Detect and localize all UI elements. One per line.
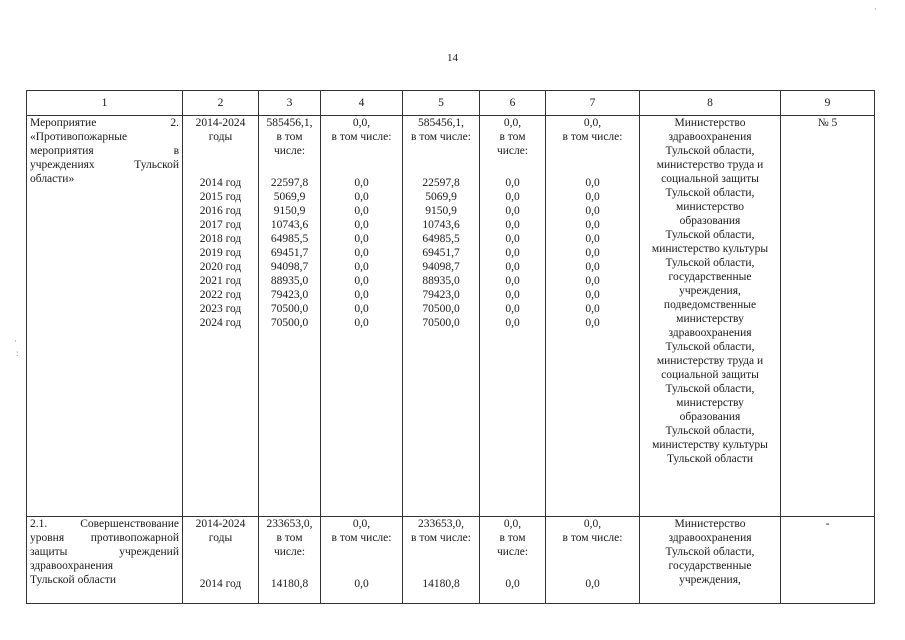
description-word: 2.1. xyxy=(30,518,48,530)
funding-cell-col4 xyxy=(321,517,403,604)
funding-total-text: в том числе: xyxy=(331,532,392,544)
funding-year-value: 0,0 xyxy=(505,219,520,231)
organization-line: учреждения, xyxy=(679,574,741,586)
funding-year-value: 0,0 xyxy=(354,289,369,301)
funding-year-value: 64985,5 xyxy=(422,233,460,245)
description-word: Тульской xyxy=(134,159,179,171)
funding-year-value: 70500,0 xyxy=(422,317,460,329)
spacer xyxy=(324,144,399,158)
funding-year-value: 0,0 xyxy=(585,578,600,590)
funding-year-value: 79423,0 xyxy=(422,289,460,301)
organization-line: министерство культуры xyxy=(651,243,769,255)
funding-year-value: 0,0 xyxy=(354,247,369,259)
column-header: 5 xyxy=(403,91,480,116)
funding-year-value: 0,0 xyxy=(354,578,369,590)
funding-cell-col5 xyxy=(403,116,480,517)
period-text: годы xyxy=(208,131,233,143)
responsible-organizations-cell xyxy=(640,116,781,517)
description-word: уровня xyxy=(30,532,65,544)
organization-line: подведомственные xyxy=(663,299,757,311)
funding-year-value: 0,0 xyxy=(505,317,520,329)
funding-year-value: 94098,7 xyxy=(422,261,460,273)
activity-description-cell xyxy=(27,517,183,604)
funding-total-text: 585456,1, xyxy=(266,117,313,129)
description-line xyxy=(30,144,179,158)
funding-year-value: 5069,9 xyxy=(273,191,306,203)
funding-total-text: в том xyxy=(499,131,526,143)
funding-year-value: 9150,9 xyxy=(273,205,306,217)
funding-total-text: в том числе: xyxy=(411,532,471,544)
description-word: в xyxy=(173,145,179,157)
description-word: области» xyxy=(30,173,75,185)
year-label: 2016 год xyxy=(199,205,242,217)
description-line xyxy=(30,172,179,186)
funding-cell-col3 xyxy=(259,517,321,604)
funding-year-value: 0,0 xyxy=(585,191,600,203)
funding-year-value: 64985,5 xyxy=(270,233,309,245)
column-header: 9 xyxy=(781,91,875,116)
year-label: 2018 год xyxy=(199,233,242,245)
funding-year-value: 0,0 xyxy=(585,289,600,301)
spacer xyxy=(186,559,255,577)
organization-line: Тульской области, xyxy=(665,229,755,241)
description-line xyxy=(30,517,179,531)
description-line xyxy=(30,130,179,144)
description-line xyxy=(30,158,179,172)
description-word: защиты xyxy=(30,546,68,558)
funding-year-value: 10743,6 xyxy=(422,219,460,231)
year-label: 2021 год xyxy=(199,275,242,287)
description-word: Совершенствование xyxy=(80,518,179,530)
scan-artifact-mark: : xyxy=(16,348,19,358)
year-label: 2014 год xyxy=(199,177,242,189)
period-text: 2014-2024 xyxy=(195,117,246,129)
funding-year-value: 0,0 xyxy=(585,275,600,287)
funding-year-value: 0,0 xyxy=(354,303,369,315)
funding-total-text: 585456,1, xyxy=(418,117,464,129)
organization-line: образования xyxy=(679,411,741,423)
funding-year-value: 0,0 xyxy=(585,303,600,315)
program-table xyxy=(26,90,875,604)
organization-line: министерство труда и xyxy=(656,159,764,171)
funding-year-value: 0,0 xyxy=(585,219,600,231)
description-line xyxy=(30,559,179,573)
period-text: 2014-2024 xyxy=(195,518,246,530)
organization-line: министерству культуры xyxy=(652,439,768,451)
funding-total-text: 233653,0, xyxy=(266,518,313,530)
funding-cell-col4 xyxy=(321,116,403,517)
funding-cell-col6 xyxy=(480,116,546,517)
funding-year-value: 14180,8 xyxy=(422,578,460,590)
funding-year-value: 0,0 xyxy=(585,177,600,189)
funding-year-value: 88935,0 xyxy=(422,275,460,287)
spacer xyxy=(324,559,399,577)
organization-line: Министерство xyxy=(674,117,746,129)
funding-year-value: 0,0 xyxy=(585,205,600,217)
funding-total-text: в том числе: xyxy=(562,532,623,544)
spacer xyxy=(186,144,255,158)
organization-line: министерству труда и xyxy=(656,355,764,367)
funding-total-text: в том числе: xyxy=(411,131,471,143)
indicator-cell xyxy=(781,116,875,517)
table-row xyxy=(27,517,875,604)
indicator-cell xyxy=(781,517,875,604)
funding-total-text: в том числе: xyxy=(331,131,392,143)
funding-year-value: 0,0 xyxy=(505,578,520,590)
spacer xyxy=(262,158,317,176)
funding-year-value: 69451,7 xyxy=(270,247,309,259)
funding-total-text: 0,0, xyxy=(352,518,371,530)
description-word: противопожарной xyxy=(90,532,179,544)
description-word: здравоохранения xyxy=(30,560,114,572)
funding-year-value: 70500,0 xyxy=(270,317,309,329)
funding-total-text: 233653,0, xyxy=(418,518,464,530)
funding-total-text: числе: xyxy=(273,546,306,558)
organization-line: социальной защиты xyxy=(661,173,759,185)
column-header: 8 xyxy=(640,91,781,116)
spacer xyxy=(406,158,476,176)
funding-cell-col7 xyxy=(546,517,640,604)
year-label: 2014 год xyxy=(199,578,242,590)
funding-year-value: 0,0 xyxy=(505,247,520,259)
period-cell xyxy=(183,116,259,517)
funding-total-text: 0,0, xyxy=(503,518,522,530)
funding-year-value: 0,0 xyxy=(505,233,520,245)
organization-line: министерству xyxy=(676,397,744,409)
funding-total-text: числе: xyxy=(496,145,529,157)
column-header: 2 xyxy=(183,91,259,116)
funding-year-value: 0,0 xyxy=(354,317,369,329)
organization-line: Тульской области, xyxy=(665,546,755,558)
funding-total-text: 0,0, xyxy=(503,117,522,129)
spacer xyxy=(483,158,542,176)
funding-year-value: 0,0 xyxy=(354,233,369,245)
funding-total-text: числе: xyxy=(273,145,306,157)
funding-cell-col3 xyxy=(259,116,321,517)
description-word: 2. xyxy=(170,117,179,129)
year-label: 2019 год xyxy=(199,247,242,259)
organization-line: государственные xyxy=(668,560,752,572)
organization-line: Тульской области, xyxy=(665,383,755,395)
funding-year-value: 0,0 xyxy=(505,261,520,273)
funding-year-value: 0,0 xyxy=(505,275,520,287)
description-word: «Противопожарные xyxy=(30,131,128,143)
year-label: 2024 год xyxy=(199,317,242,329)
organization-line: Министерство xyxy=(674,518,746,530)
spacer xyxy=(549,144,636,158)
page-number: 14 xyxy=(447,52,458,64)
spacer xyxy=(186,545,255,559)
funding-year-value: 0,0 xyxy=(585,233,600,245)
funding-year-value: 22597,8 xyxy=(422,177,460,189)
organization-line: Тульской области, xyxy=(665,425,755,437)
organization-line: Тульской области, xyxy=(665,341,755,353)
organization-line: учреждения, xyxy=(679,285,741,297)
funding-year-value: 0,0 xyxy=(505,191,520,203)
spacer xyxy=(186,158,255,176)
funding-year-value: 5069,9 xyxy=(425,191,457,203)
period-cell xyxy=(183,517,259,604)
spacer xyxy=(549,559,636,577)
column-header: 4 xyxy=(321,91,403,116)
spacer xyxy=(406,545,476,559)
funding-total-text: в том числе: xyxy=(562,131,623,143)
funding-year-value: 69451,7 xyxy=(422,247,460,259)
funding-year-value: 0,0 xyxy=(354,205,369,217)
funding-cell-col6 xyxy=(480,517,546,604)
period-text: годы xyxy=(208,532,233,544)
description-line xyxy=(30,531,179,545)
funding-year-value: 0,0 xyxy=(354,219,369,231)
funding-year-value: 10743,6 xyxy=(270,219,309,231)
organization-line: социальной защиты xyxy=(661,369,759,381)
scan-artifact-mark: · xyxy=(14,336,17,346)
spacer xyxy=(262,559,317,577)
column-header: 7 xyxy=(546,91,640,116)
funding-year-value: 0,0 xyxy=(354,275,369,287)
funding-year-value: 0,0 xyxy=(585,247,600,259)
description-word: учреждениях xyxy=(30,159,95,171)
table-row xyxy=(27,116,875,517)
organization-line: здравоохранения xyxy=(668,131,752,143)
funding-year-value: 0,0 xyxy=(585,261,600,273)
spacer xyxy=(549,545,636,559)
scan-artifact-mark: · xyxy=(874,4,877,14)
funding-cell-col7 xyxy=(546,116,640,517)
funding-year-value: 0,0 xyxy=(585,317,600,329)
organization-line: Тульской области, xyxy=(665,187,755,199)
funding-total-text: 0,0, xyxy=(583,117,602,129)
funding-year-value: 22597,8 xyxy=(270,177,309,189)
funding-year-value: 0,0 xyxy=(505,177,520,189)
organization-line: министерству xyxy=(676,313,744,325)
funding-year-value: 0,0 xyxy=(354,177,369,189)
spacer xyxy=(406,144,476,158)
description-word: мероприятия xyxy=(30,145,94,157)
year-label: 2023 год xyxy=(199,303,242,315)
funding-year-value: 0,0 xyxy=(505,289,520,301)
spacer xyxy=(406,559,476,577)
spacer xyxy=(324,545,399,559)
funding-total-text: 0,0, xyxy=(352,117,371,129)
indicator-value: - xyxy=(825,518,830,530)
funding-year-value: 14180,8 xyxy=(270,578,309,590)
column-header: 3 xyxy=(259,91,321,116)
column-header: 1 xyxy=(27,91,183,116)
spacer xyxy=(483,559,542,577)
year-label: 2015 год xyxy=(199,191,242,203)
table-header-row xyxy=(27,91,875,116)
organization-line: Тульской области, xyxy=(665,145,755,157)
organization-line: Тульской области, xyxy=(665,257,755,269)
column-header: 6 xyxy=(480,91,546,116)
organization-line: министерство xyxy=(676,201,744,213)
organization-line: здравоохранения xyxy=(668,532,752,544)
funding-total-text: числе: xyxy=(496,546,529,558)
funding-total-text: в том xyxy=(276,532,303,544)
funding-year-value: 0,0 xyxy=(505,205,520,217)
description-line xyxy=(30,116,179,130)
year-label: 2022 год xyxy=(199,289,242,301)
year-label: 2017 год xyxy=(199,219,242,231)
description-word: Мероприятие xyxy=(30,117,97,129)
funding-year-value: 0,0 xyxy=(354,261,369,273)
spacer xyxy=(549,158,636,176)
organization-line: Тульской области xyxy=(666,453,753,465)
funding-year-value: 94098,7 xyxy=(270,261,309,273)
description-line xyxy=(30,545,179,559)
activity-description-cell xyxy=(27,116,183,517)
description-line xyxy=(30,573,179,587)
funding-year-value: 9150,9 xyxy=(425,205,457,217)
funding-year-value: 79423,0 xyxy=(270,289,309,301)
funding-total-text: в том xyxy=(499,532,526,544)
funding-total-text: 0,0, xyxy=(583,518,602,530)
description-word: учреждений xyxy=(119,546,179,558)
organization-line: здравоохранения xyxy=(668,327,752,339)
funding-cell-col5 xyxy=(403,517,480,604)
funding-year-value: 70500,0 xyxy=(270,303,309,315)
description-word: Тульской области xyxy=(30,574,117,586)
funding-year-value: 88935,0 xyxy=(270,275,309,287)
indicator-value: № 5 xyxy=(817,117,838,129)
funding-total-text: в том xyxy=(276,131,303,143)
spacer xyxy=(324,158,399,176)
organization-line: государственные xyxy=(668,271,752,283)
funding-year-value: 0,0 xyxy=(505,303,520,315)
responsible-organizations-cell xyxy=(640,517,781,604)
year-label: 2020 год xyxy=(199,261,242,273)
organization-line: образования xyxy=(679,215,741,227)
funding-year-value: 70500,0 xyxy=(422,303,460,315)
funding-year-value: 0,0 xyxy=(354,191,369,203)
